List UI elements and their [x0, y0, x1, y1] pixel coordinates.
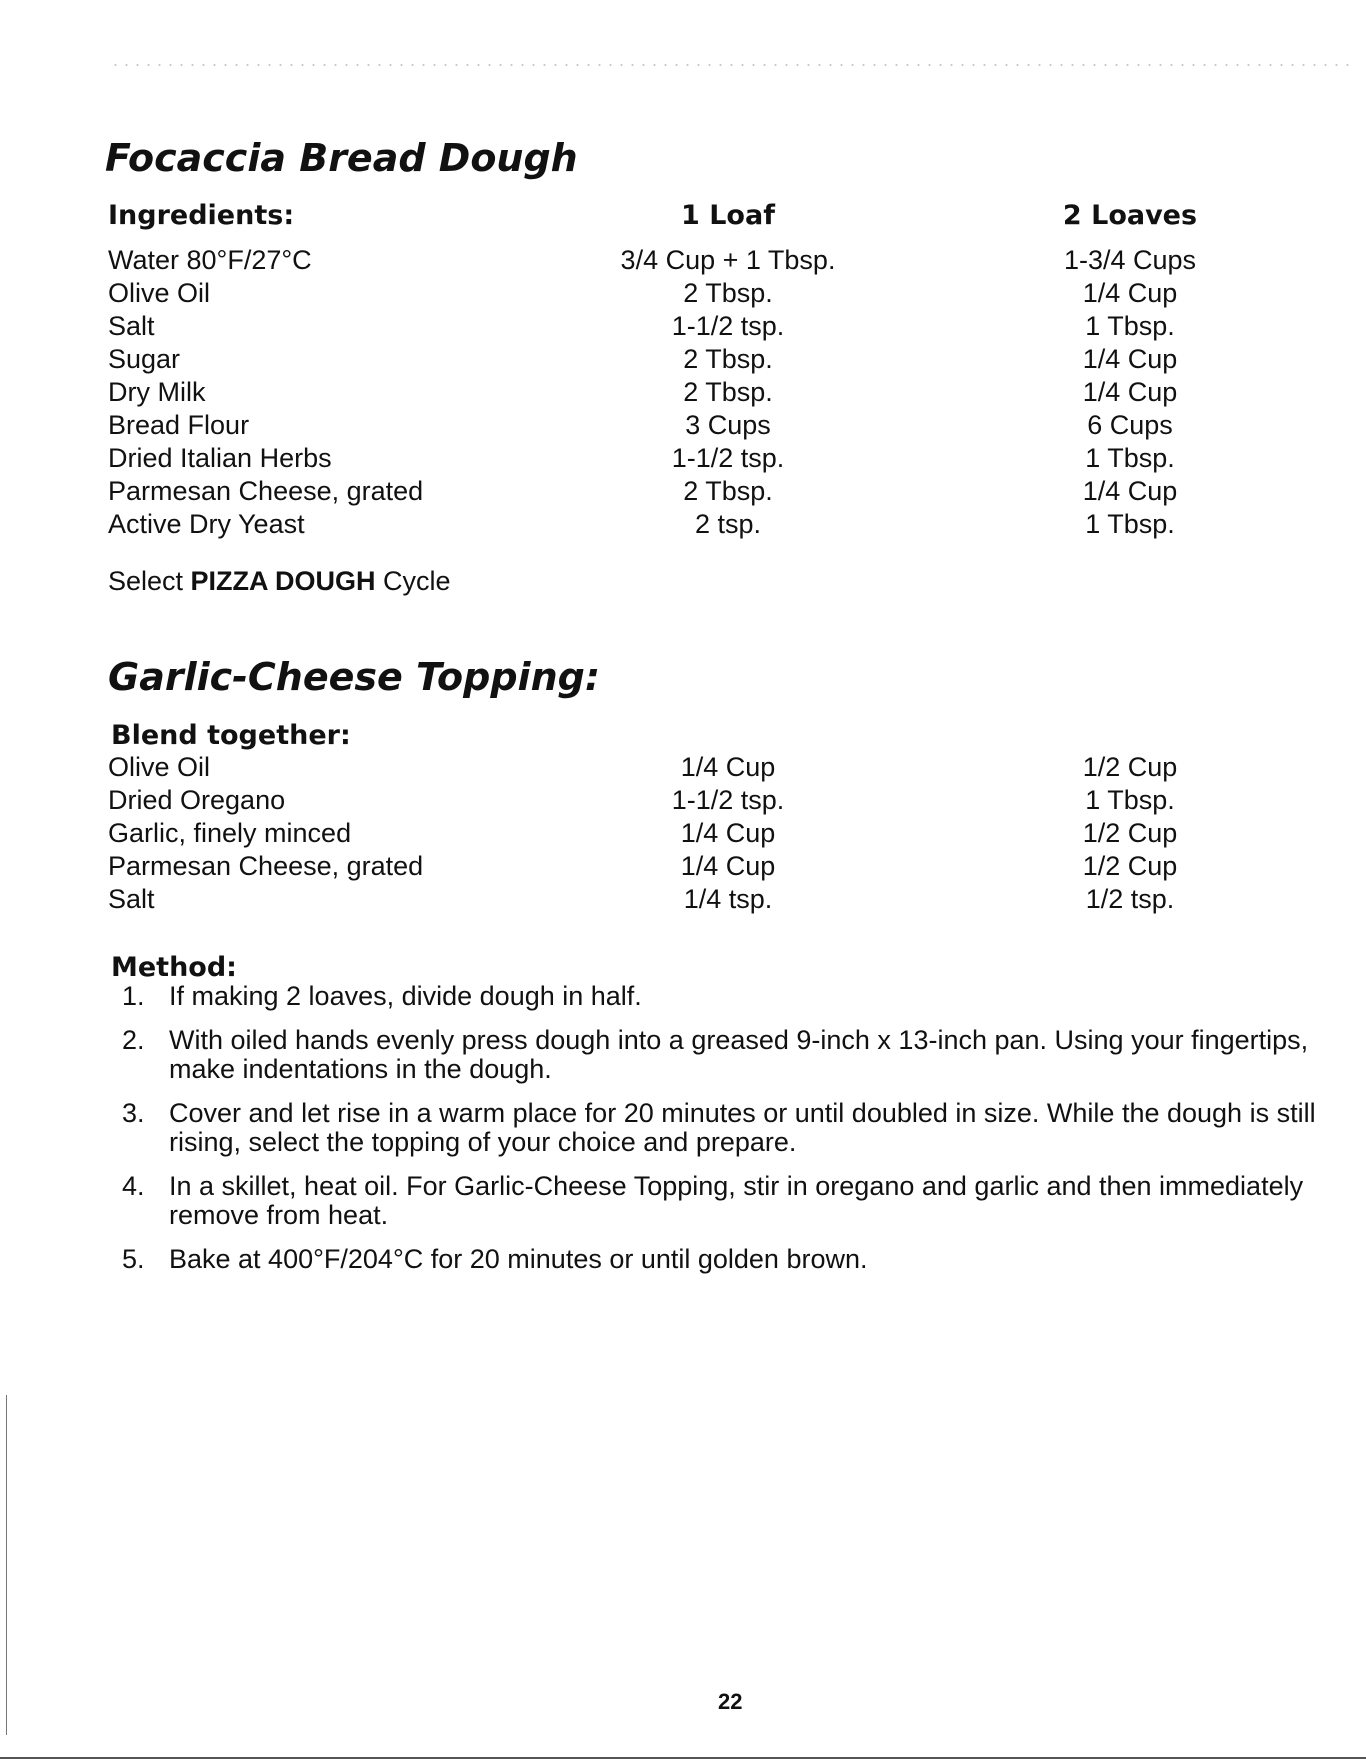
ingredient-name: Water 80°F/27°C: [108, 245, 312, 275]
one-loaf-amount: 1-1/2 tsp.: [671, 311, 785, 341]
blend-together-header: Blend together:: [111, 720, 351, 751]
method-step: [0, 1026, 1366, 1084]
two-loaves-header: 2 Loaves: [1062, 200, 1198, 231]
method-steps: [0, 982, 1366, 1289]
topping-ingredient: Olive Oil: [108, 752, 211, 782]
ingredients-header: Ingredients:: [108, 200, 295, 231]
step-number: 1.: [122, 981, 145, 1011]
ingredient-row: [0, 245, 1366, 278]
one-loaf-amount: 1-1/2 tsp.: [671, 443, 785, 473]
step-number: 4.: [122, 1171, 145, 1201]
two-loaves-amount: 1/4 Cup: [1082, 344, 1178, 374]
one-loaf-amount: 1/4 Cup: [680, 851, 776, 881]
topping-ingredient: Dried Oregano: [108, 785, 286, 815]
step-number: 3.: [122, 1098, 145, 1128]
cycle-instruction: [108, 566, 451, 597]
step-text: With oiled hands evenly press dough into a greased 9-inch x 13-inch pan. Using your fingertips, make indentations in the dough.: [169, 1025, 1309, 1084]
method-step: [0, 1245, 1366, 1274]
topping-row: [0, 785, 1366, 818]
method-title: Method:: [111, 952, 237, 983]
scan-edge-line: [6, 1395, 7, 1735]
two-loaves-amount: 1/4 Cup: [1082, 476, 1178, 506]
topping-row: [0, 851, 1366, 884]
ingredient-row: [0, 410, 1366, 443]
scan-noise: [110, 58, 1350, 72]
two-loaves-amount: 1/4 Cup: [1082, 278, 1178, 308]
two-loaves-amount: 1/2 tsp.: [1085, 884, 1175, 914]
ingredient-name: Active Dry Yeast: [108, 509, 305, 539]
ingredient-name: Parmesan Cheese, grated: [108, 476, 424, 506]
two-loaves-amount: 1/2 Cup: [1082, 752, 1178, 782]
topping-ingredient: Salt: [108, 884, 155, 914]
one-loaf-amount: 1/4 Cup: [680, 818, 776, 848]
ingredients-table: [0, 245, 1366, 542]
topping-row: [0, 884, 1366, 917]
ingredient-name: Dried Italian Herbs: [108, 443, 332, 473]
one-loaf-amount: 2 Tbsp.: [683, 377, 773, 407]
topping-row: [0, 752, 1366, 785]
method-step: [0, 982, 1366, 1011]
step-text: Bake at 400°F/204°C for 20 minutes or until golden brown.: [169, 1244, 868, 1274]
method-step: [0, 1172, 1366, 1230]
topping-table: [0, 752, 1366, 917]
cycle-suffix: Cycle: [375, 566, 451, 596]
page-number: 22: [718, 1689, 743, 1714]
one-loaf-amount: 2 Tbsp.: [683, 476, 773, 506]
ingredient-name: Sugar: [108, 344, 181, 374]
recipe-title: Focaccia Bread Dough: [105, 136, 578, 180]
ingredient-name: Bread Flour: [108, 410, 250, 440]
ingredient-row: [0, 509, 1366, 542]
ingredient-name: Dry Milk: [108, 377, 206, 407]
two-loaves-amount: 1/2 Cup: [1082, 851, 1178, 881]
ingredient-row: [0, 278, 1366, 311]
two-loaves-amount: 1/4 Cup: [1082, 377, 1178, 407]
one-loaf-amount: 1/4 Cup: [680, 752, 776, 782]
one-loaf-amount: 3/4 Cup + 1 Tbsp.: [620, 245, 836, 275]
topping-ingredient: Parmesan Cheese, grated: [108, 851, 424, 881]
one-loaf-amount: 2 Tbsp.: [683, 344, 773, 374]
one-loaf-amount: 1-1/2 tsp.: [671, 785, 785, 815]
method-step: [0, 1099, 1366, 1157]
ingredient-name: Olive Oil: [108, 278, 211, 308]
topping-title: Garlic-Cheese Topping:: [108, 655, 601, 699]
topping-row: [0, 818, 1366, 851]
one-loaf-header: 1 Loaf: [681, 200, 775, 231]
step-text: If making 2 loaves, divide dough in half.: [169, 981, 642, 1011]
step-number: 5.: [122, 1244, 145, 1274]
cycle-prefix: Select: [108, 566, 191, 596]
ingredient-row: [0, 476, 1366, 509]
two-loaves-amount: 1 Tbsp.: [1085, 443, 1175, 473]
two-loaves-amount: 1-3/4 Cups: [1063, 245, 1197, 275]
one-loaf-amount: 1/4 tsp.: [683, 884, 773, 914]
ingredient-row: [0, 377, 1366, 410]
scan-bottom-edge: [0, 1757, 1366, 1759]
two-loaves-amount: 1 Tbsp.: [1085, 509, 1175, 539]
two-loaves-amount: 6 Cups: [1087, 410, 1173, 440]
topping-ingredient: Garlic, finely minced: [108, 818, 352, 848]
step-number: 2.: [122, 1025, 145, 1055]
step-text: In a skillet, heat oil. For Garlic-Cheese Topping, stir in oregano and garlic and then immediately remove from heat.: [169, 1171, 1304, 1230]
ingredient-name: Salt: [108, 311, 155, 341]
two-loaves-amount: 1 Tbsp.: [1085, 311, 1175, 341]
one-loaf-amount: 2 Tbsp.: [683, 278, 773, 308]
step-text: Cover and let rise in a warm place for 20 minutes or until doubled in size. While the dough is still rising, select the topping of your choice and prepare.: [169, 1098, 1316, 1157]
one-loaf-amount: 2 tsp.: [694, 509, 762, 539]
cycle-name: PIZZA DOUGH: [190, 566, 376, 596]
ingredient-row: [0, 344, 1366, 377]
ingredient-row: [0, 311, 1366, 344]
two-loaves-amount: 1/2 Cup: [1082, 818, 1178, 848]
ingredient-row: [0, 443, 1366, 476]
one-loaf-amount: 3 Cups: [685, 410, 771, 440]
two-loaves-amount: 1 Tbsp.: [1085, 785, 1175, 815]
